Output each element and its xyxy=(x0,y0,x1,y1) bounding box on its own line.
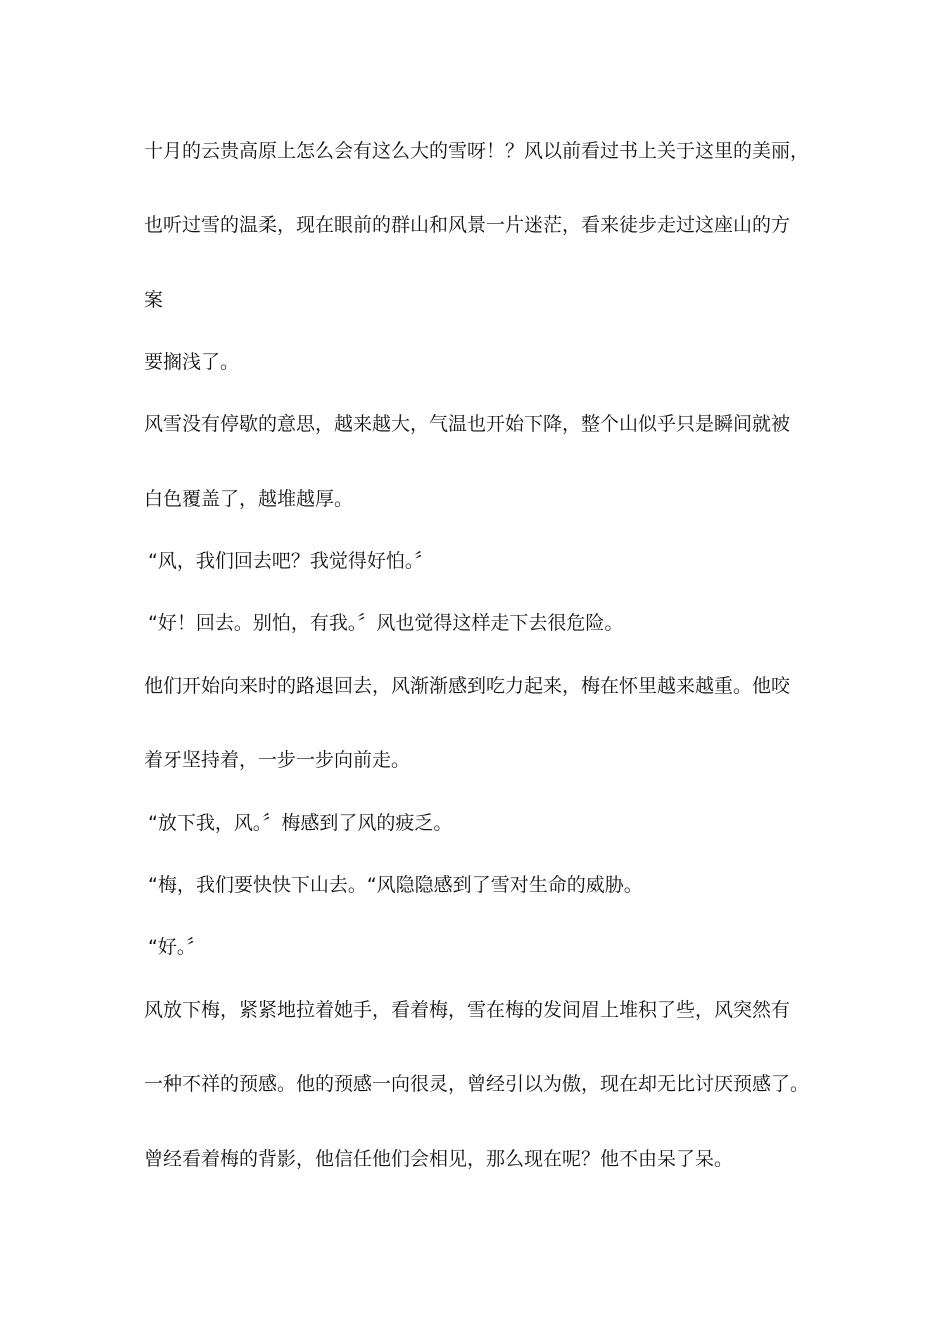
text-line: 他们开始向来时的路退回去，风渐渐感到吃力起来，梅在怀里越来越重。他咬 xyxy=(144,675,791,697)
text-line: 十月的云贵高原上怎么会有这么大的雪呀！？风以前看过书上关于这里的美丽， xyxy=(144,140,810,162)
text-line: 也听过雪的温柔，现在眼前的群山和风景一片迷茫，看来徒步走过这座山的方 xyxy=(144,214,791,236)
text-line: 着牙坚持着，一步一步向前走。 xyxy=(144,749,411,771)
text-line: 案 xyxy=(144,289,164,311)
dialogue-line: “好。〞 xyxy=(148,936,206,958)
dialogue-line: “梅，我们要快快下山去。“风隐隐感到了雪对生命的威胁。 xyxy=(148,874,643,896)
dialogue-line: “放下我，风。〞梅感到了风的疲乏。 xyxy=(148,812,453,834)
dialogue-line: “好！回去。别怕，有我。〞风也觉得这样走下去很危险。 xyxy=(148,612,624,634)
text-line: 曾经看着梅的背影，他信任他们会相见，那么现在呢？他不由呆了呆。 xyxy=(144,1148,734,1170)
text-line: 要搁浅了。 xyxy=(144,351,240,373)
text-line: 白色覆盖了，越堆越厚。 xyxy=(144,488,354,510)
dialogue-line: “风，我们回去吧？我觉得好怕。〞 xyxy=(148,550,434,572)
text-line: 一种不祥的预感。他的预感一向很灵，曾经引以为傲，现在却无比讨厌预感了。 xyxy=(144,1073,810,1095)
text-line: 风放下梅，紧紧地拉着她手，看着梅，雪在梅的发间眉上堆积了些，风突然有 xyxy=(144,999,791,1021)
text-line: 风雪没有停歇的意思，越来越大，气温也开始下降，整个山似乎只是瞬间就被 xyxy=(144,413,791,435)
